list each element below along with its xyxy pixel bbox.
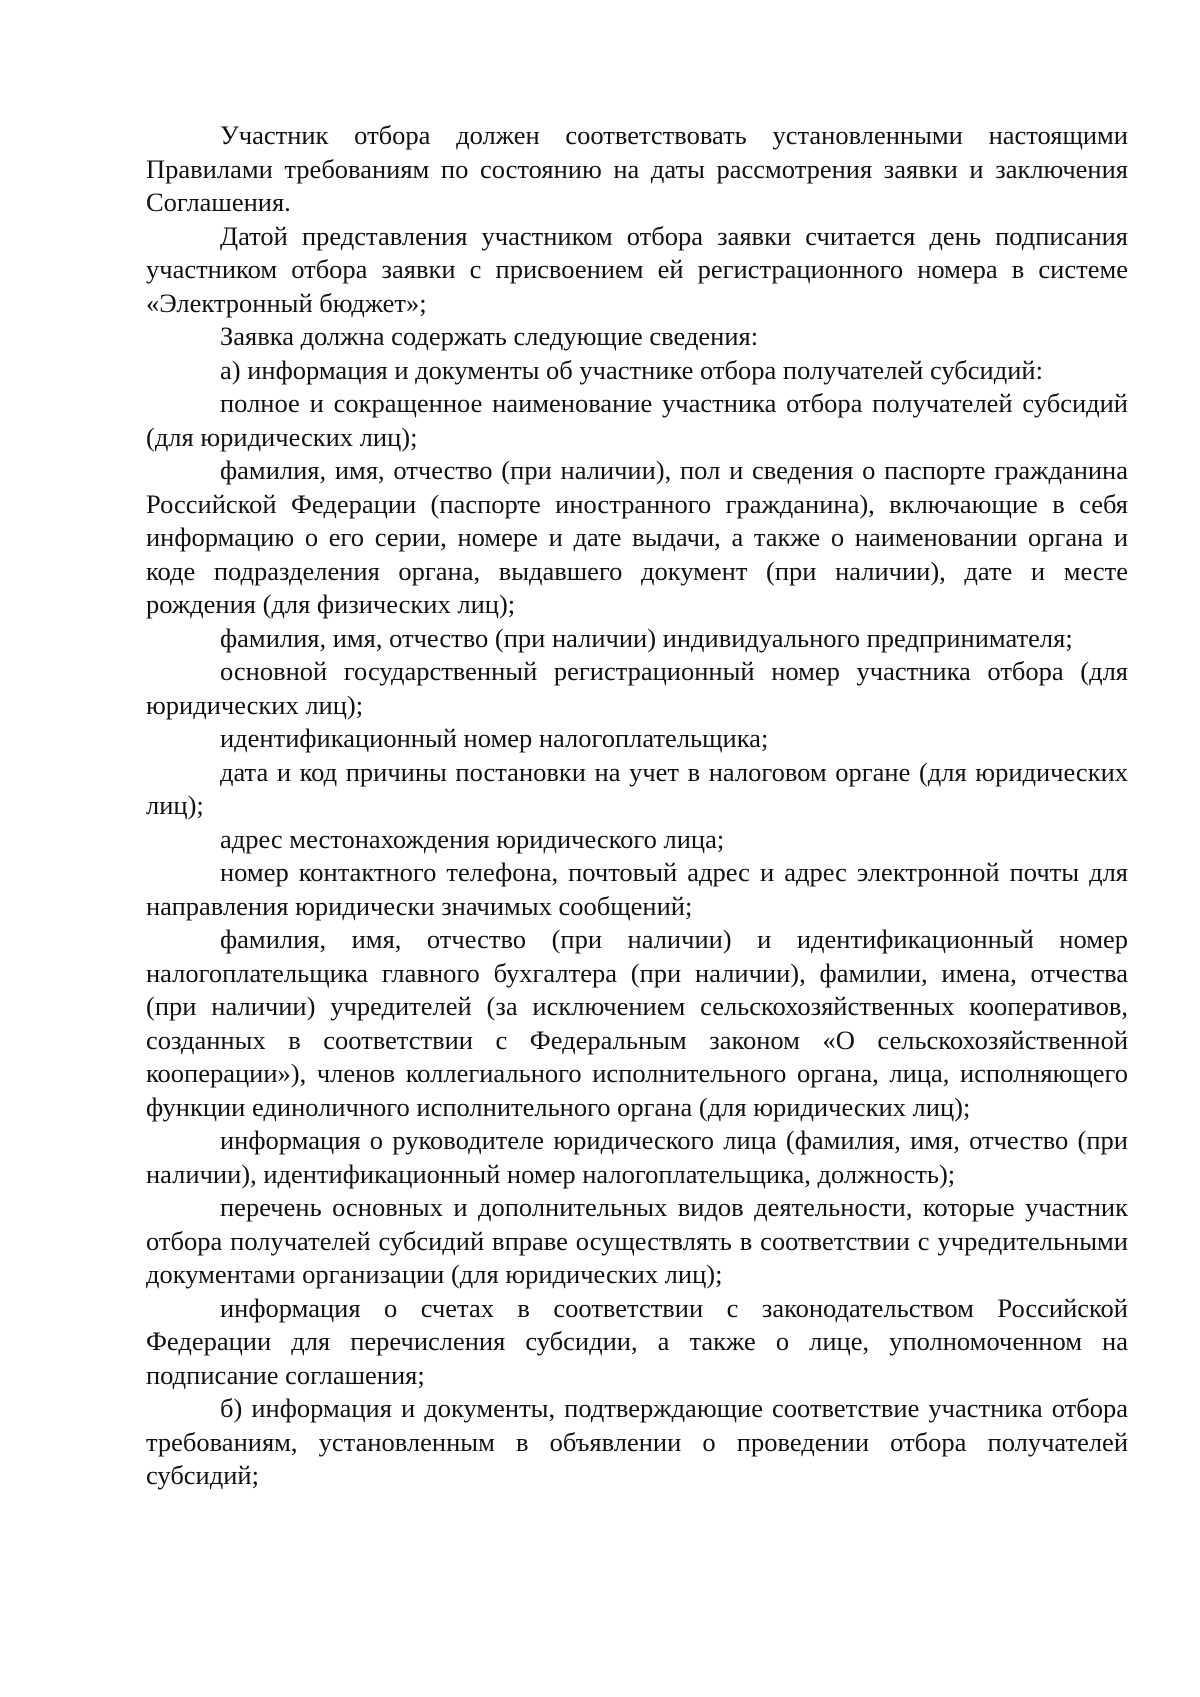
- paragraph-address: адрес местонахождения юридического лица;: [220, 823, 725, 854]
- paragraph-item-a: а) информация и документы об участнике отбора получателей субсидий:: [220, 354, 1043, 385]
- paragraph-entrepreneur-name: фамилия, имя, отчество (при наличии) индивидуального предпринимателя;: [220, 622, 1073, 653]
- paragraph-individual-passport: фамилия, имя, отчество (при наличии), пол и сведения о паспорте гражданина Российской Федерации (паспорте иностранного гражданина), включающие в себя информацию о его серии, номере и дате выдачи, а также о наименовании органа и коде подразделения органа, выдавшего документ (при наличии), дате и месте рождения (для физических лиц);: [146, 455, 1128, 619]
- paragraph-kpp: дата и код причины постановки на учет в налоговом органе (для юридических лиц);: [146, 756, 1128, 820]
- document-body: [146, 119, 1128, 1493]
- paragraph-bank-accounts: информация о счетах в соответствии с законодательством Российской Федерации для перечисления субсидии, а также о лице, уполномоченном на подписание соглашения;: [146, 1292, 1128, 1390]
- paragraph-ogrn: основной государственный регистрационный номер участника отбора (для юридических лиц);: [146, 656, 1128, 720]
- paragraph-requirements-compliance: Участник отбора должен соответствовать установленными настоящими Правилами требованиям по состоянию на даты рассмотрения заявки и заключения Соглашения.: [146, 120, 1128, 217]
- paragraph-accountant-founders: фамилия, имя, отчество (при наличии) и идентификационный номер налогоплательщика главного бухгалтера (при наличии), фамилии, имена, отчества (при наличии) учредителей (за исключением сельскохозяйственных кооперативов, созданных в соответствии с Федеральным законом «О сельскохозяйственной кооперации»), членов коллегиального исполнительного органа, лица, исполняющего функции единоличного исполнительного органа (для юридических лиц);: [146, 924, 1128, 1122]
- paragraph-director-info: информация о руководителе юридического лица (фамилия, имя, отчество (при наличии), идентификационный номер налогоплательщика, должность);: [146, 1125, 1128, 1189]
- paragraph-activity-types: перечень основных и дополнительных видов деятельности, которые участник отбора получателей субсидий вправе осуществлять в соответствии с учредительными документами организации (для юридических лиц);: [146, 1192, 1128, 1289]
- paragraph-inn: идентификационный номер налогоплательщика;: [220, 723, 769, 753]
- paragraph-contacts: номер контактного телефона, почтовый адрес и адрес электронной почты для направления юридически значимых сообщений;: [146, 857, 1128, 921]
- paragraph-item-b: б) информация и документы, подтверждающие соответствие участника отбора требованиям, установленным в объявлении о проведении отбора получателей субсидий;: [146, 1393, 1128, 1490]
- paragraph-submission-date: Датой представления участником отбора заявки считается день подписания участником отбора заявки с присвоением ей регистрационного номера в системе «Электронный бюджет»;: [146, 220, 1128, 318]
- paragraph-legal-entity-name: полное и сокращенное наименование участника отбора получателей субсидий (для юридических лиц);: [146, 388, 1128, 452]
- paragraph-application-contents: Заявка должна содержать следующие сведения:: [220, 321, 759, 351]
